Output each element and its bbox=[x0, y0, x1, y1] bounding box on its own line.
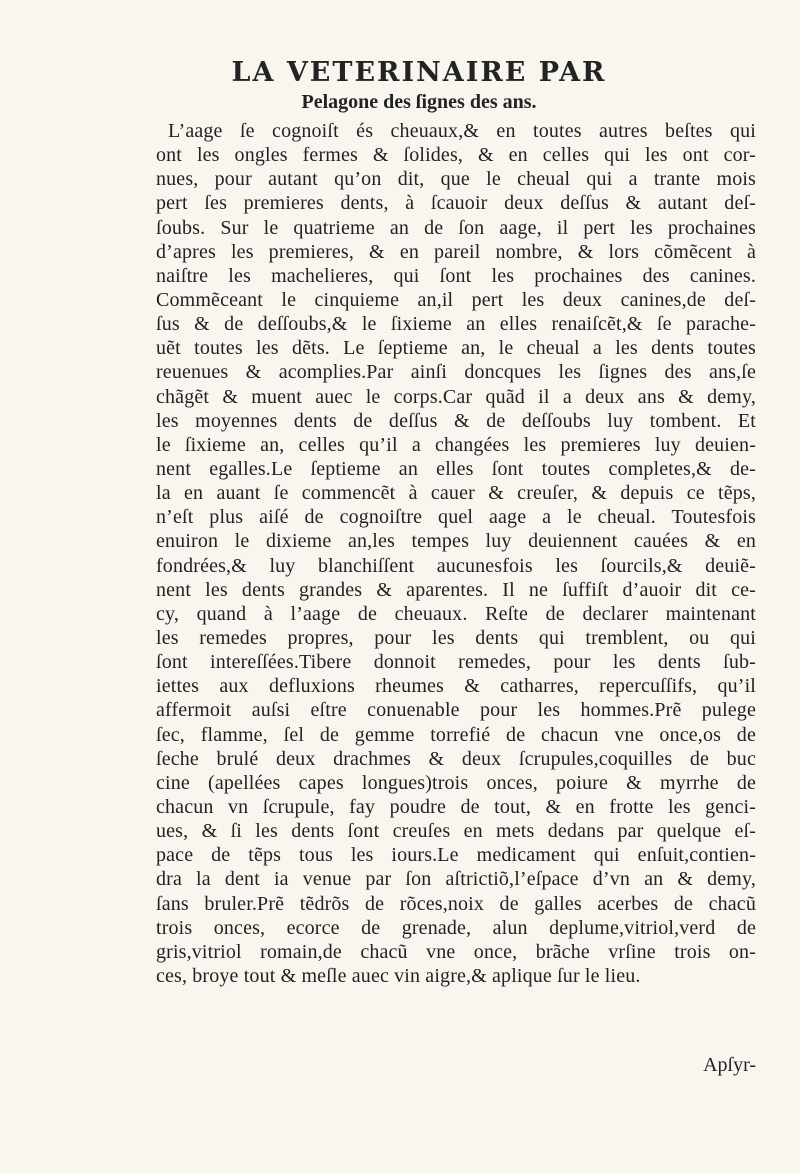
section-title: Pelagone des ſignes des ans. bbox=[301, 91, 537, 113]
text-line: ues, & ſi les dents ſont creuſes en mets dedans par quelque eſ- bbox=[156, 820, 756, 843]
text-line: cy, quand à l’aage de cheuaux. Reſte de declarer maintenant bbox=[156, 602, 756, 625]
text-line: trois onces, ecorce de grenade, alun deplume,vitriol,verd de bbox=[156, 916, 756, 939]
text-line: ſans bruler.Prẽ tẽdrõs de rõces,noix de galles acerbes de chacũ bbox=[156, 892, 756, 915]
text-line: Commẽceant le cinquieme an,il pert les deux canines,de deſ- bbox=[156, 288, 756, 311]
text-line: fondrées,& luy blanchiſſent aucunesfois les ſourcils,& deuiẽ- bbox=[156, 554, 756, 577]
text-line: nent les dents grandes & aparentes. Il ne ſuffiſt d’auoir dit ce- bbox=[156, 578, 756, 601]
text-line: le ſixieme an, celles qu’il a changées les premieres luy deuien- bbox=[156, 433, 756, 456]
text-line: ſec, flamme, ſel de gemme torrefié de chacun vne once,os de bbox=[156, 723, 756, 746]
text-line: uẽt toutes les dẽts. Le ſeptieme an, le cheual a les dents toutes bbox=[156, 337, 756, 360]
text-line: ces, broye tout & meſle auec vin aigre,& aplique ſur le lieu. bbox=[156, 964, 641, 987]
text-line: chãgẽt & muent auec le corps.Car quãd il a deux ans & demy, bbox=[156, 385, 756, 408]
text-line: les moyennes dents de deſſus & de deſſoubs luy tombent. Et bbox=[156, 409, 756, 432]
text-line: gris,vitriol romain,de chacũ vne once, brãche vrſine trois on- bbox=[156, 940, 756, 963]
body-text bbox=[156, 119, 756, 988]
catchword: Apſyr- bbox=[703, 1054, 756, 1076]
text-line: reuenues & acomplies.Par ainſi doncques les ſignes des ans,ſe bbox=[156, 361, 756, 384]
text-line: pace de tẽps tous les iours.Le medicament qui enſuit,contien- bbox=[156, 844, 756, 867]
text-line: la en auant ſe commencẽt à cauer & creuſer, & depuis ce tẽps, bbox=[156, 482, 756, 505]
text-line: chacun vn ſcrupule, fay poudre de tout, & en frotte les genci- bbox=[156, 795, 756, 818]
text-line: d’apres les premieres, & en pareil nombre, & lors cõmẽcent à bbox=[156, 240, 756, 263]
text-line: naiſtre les machelieres, qui ſont les prochaines des canines. bbox=[156, 264, 756, 287]
running-title: LA VETERINAIRE PAR bbox=[231, 57, 607, 88]
text-line: enuiron le dixieme an,les tempes luy deuiennent cauées & en bbox=[156, 530, 756, 553]
text-line: dra la dent ia venue par ſon aſtrictiõ,l’eſpace d’vn an & demy, bbox=[156, 868, 756, 891]
text-line: iettes aux defluxions rheumes & catharres, repercuſſifs, qu’il bbox=[156, 675, 756, 698]
text-line: les remedes propres, pour les dents qui tremblent, ou qui bbox=[156, 626, 756, 649]
text-line: ſoubs. Sur le quatrieme an de ſon aage, il pert les prochaines bbox=[156, 216, 756, 239]
text-line: ſus & de deſſoubs,& le ſixieme an elles renaiſcẽt,& ſe parache- bbox=[156, 313, 756, 336]
text-line: ont les ongles fermes & ſolides, & en celles qui les ont cor- bbox=[156, 144, 756, 167]
text-line: nues, pour autant qu’on dit, que le cheual qui a trante mois bbox=[156, 168, 756, 191]
text-line: affermoit auſsi eſtre conuenable pour les hommes.Prẽ pulege bbox=[156, 699, 756, 722]
text-line: L’aage ſe cognoiſt és cheuaux,& en toutes autres beſtes qui bbox=[168, 120, 756, 142]
text-line: ſont intereſſées.Tibere donnoit remedes, pour les dents ſub- bbox=[156, 651, 756, 674]
text-line: n’eſt plus aiſé de cognoiſtre quel aage a le cheual. Toutesfois bbox=[156, 506, 756, 529]
text-line: nent egalles.Le ſeptieme an elles ſont toutes completes,& de- bbox=[156, 457, 756, 480]
text-line: ſeche brulé deux drachmes & deux ſcrupules,coquilles de buc bbox=[156, 747, 756, 770]
text-line: pert ſes premieres dents, à ſcauoir deux deſſus & autant deſ- bbox=[156, 192, 756, 215]
text-line: cine (apellées capes longues)trois onces, poiure & myrrhe de bbox=[156, 771, 756, 794]
